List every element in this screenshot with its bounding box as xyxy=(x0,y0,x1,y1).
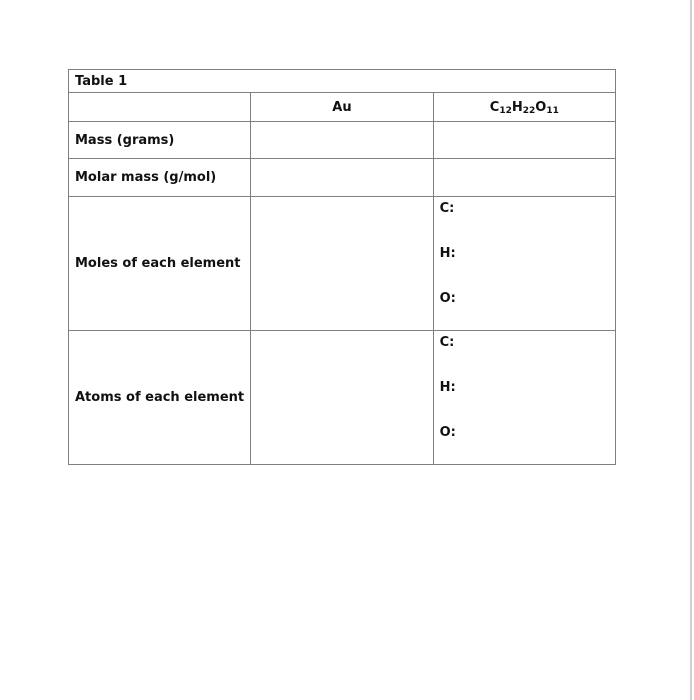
moles-element-o: O: xyxy=(439,291,456,306)
formula-c-sub: 12 xyxy=(499,105,512,116)
row-label-molar-mass: Molar mass (g/mol) xyxy=(69,159,251,197)
row-label-mass: Mass (grams) xyxy=(69,122,251,159)
atoms-element-list xyxy=(434,331,615,464)
cell-moles-au[interactable] xyxy=(251,197,433,331)
sucrose-formula xyxy=(490,100,559,115)
moles-element-list xyxy=(434,197,615,330)
formula-h-sub: 22 xyxy=(522,105,536,116)
atoms-element-c: C: xyxy=(439,335,455,350)
header-empty-cell xyxy=(69,93,251,122)
header-sucrose xyxy=(433,93,615,122)
formula-c: C xyxy=(489,99,500,115)
atoms-element-h: H: xyxy=(439,380,456,395)
cell-molar-au[interactable] xyxy=(251,159,433,197)
formula-o: O xyxy=(535,99,547,115)
table-row-atoms xyxy=(69,331,616,465)
row-label-moles: Moles of each element xyxy=(69,197,251,331)
table-caption: Table 1 xyxy=(69,70,616,93)
table-row-mass xyxy=(69,122,616,159)
atoms-element-o: O: xyxy=(439,425,456,440)
cell-mass-au[interactable] xyxy=(251,122,433,159)
cell-atoms-au[interactable] xyxy=(251,331,433,465)
cell-mass-sucrose[interactable] xyxy=(433,122,615,159)
formula-o-sub: 11 xyxy=(546,105,559,116)
page-edge xyxy=(690,0,692,700)
cell-molar-sucrose[interactable] xyxy=(433,159,615,197)
header-au: Au xyxy=(251,93,433,122)
table-row-moles xyxy=(69,197,616,331)
formula-h: H xyxy=(511,99,523,115)
table-row-molar-mass xyxy=(69,159,616,197)
data-table xyxy=(68,69,616,465)
moles-element-h: H: xyxy=(439,246,456,261)
cell-moles-sucrose[interactable] xyxy=(433,197,615,331)
row-label-atoms: Atoms of each element xyxy=(69,331,251,465)
header-row xyxy=(69,93,616,122)
caption-row xyxy=(69,70,616,93)
moles-element-c: C: xyxy=(439,201,455,216)
cell-atoms-sucrose[interactable] xyxy=(433,331,615,465)
